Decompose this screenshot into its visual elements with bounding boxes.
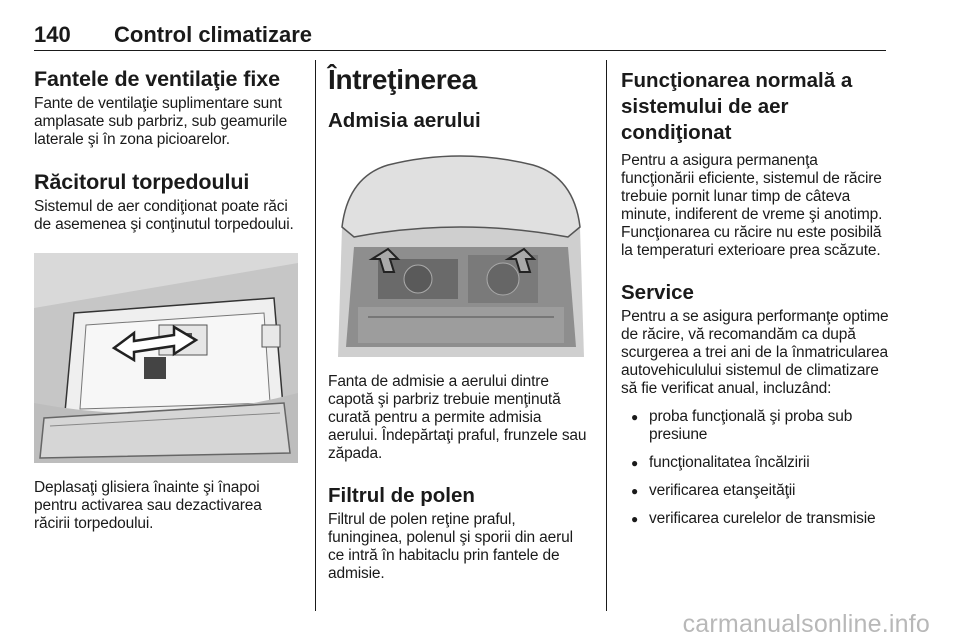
- page-header: [34, 20, 886, 51]
- engine-bay-illustration: [328, 147, 592, 357]
- caption-glovebox: Deplasaţi glisiera înainte şi înapoi pentru activarea sau dezactivarea răcirii torpedoului.: [34, 479, 262, 532]
- engine-bay-drawing: [328, 147, 592, 357]
- column-divider-1: [315, 60, 316, 611]
- paragraph-glovebox-cooler: Sistemul de aer condiţionat poate răci de asemenea şi conţinutul torpedoului.: [34, 198, 294, 233]
- list-item: ● verificarea curelelor de transmisie: [621, 510, 889, 528]
- heading-air-intake: Admisia aerului: [328, 109, 481, 132]
- paragraph-fixed-vents: Fante de ventilaţie suplimentare sunt amplasate sub parbriz, sub geamurile laterale şi în zona picioarelor.: [34, 95, 288, 148]
- column-2: [328, 58, 592, 583]
- heading-service: Service: [621, 281, 694, 304]
- heading-pollen-filter: Filtrul de polen: [328, 484, 475, 507]
- column-3: [621, 58, 889, 538]
- list-item: ● funcţionalitatea încălzirii: [621, 454, 889, 472]
- heading-glovebox-cooler: Răcitorul torpedoului: [34, 170, 250, 194]
- list-item: ● proba funcţională şi proba sub presiune: [621, 408, 889, 444]
- service-checklist: [621, 408, 889, 528]
- paragraph-pollen-filter: Filtrul de polen reţine praful, funinginea, polenul şi sporii din aerul ce intră în habitaclu prin fantele de admisie.: [328, 511, 573, 582]
- glovebox-illustration: [34, 253, 298, 463]
- list-item: ● verificarea etanşeităţii: [621, 482, 889, 500]
- paragraph-service: Pentru a se asigura performanţe optime de răcire, vă recomandăm ca după scurgerea a trei ani de la înmatricularea autovehiculului sistemul de climatizare să fie verificat anual, incluzând:: [621, 308, 889, 397]
- maintenance-title: Întreţinerea: [328, 64, 477, 95]
- column-divider-2: [606, 60, 607, 611]
- paragraph-air-intake: Fanta de admisie a aerului dintre capotă şi parbriz trebuie menţinută curată pentru a permite admisia aerului. Îndepărtaţi praful, frunzele sau zăpada.: [328, 373, 587, 462]
- watermark: carmanualsonline.info: [682, 610, 930, 638]
- column-1: [34, 58, 300, 533]
- heading-fixed-vents: Fantele de ventilaţie fixe: [34, 67, 280, 91]
- heading-normal-operation: Funcţionarea normală a sistemului de aer condiţionat: [621, 69, 853, 144]
- paragraph-normal-operation: Pentru a asigura permanenţa funcţionării eficiente, sistemul de răcire trebuie pornit lunar timp de câteva minute, indiferent de vreme şi anotimp. Funcţionarea cu răcire nu este posibilă la temperaturi exterioare prea scăzute.: [621, 152, 883, 259]
- page-number: 140: [34, 22, 71, 47]
- section-title: Control climatizare: [114, 22, 313, 47]
- glovebox-drawing: [34, 253, 298, 463]
